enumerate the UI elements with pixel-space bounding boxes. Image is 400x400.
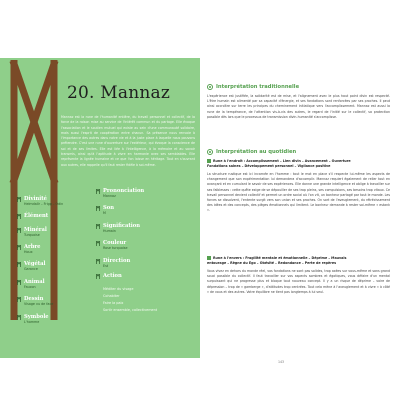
title-number: 20. [67, 83, 95, 103]
paragraph-text: L'expérience est justifiée, la solidarité est de mise, et l'alignement avec le plus haut point divin est respecté. L'être humain est alimenté par sa capacité d'énergie, et ses fondations sont renforcées par ses proches. Il peut ainsi accroître sur terre les principes du cheminement initiatique vers l'accomplissement. Mannaz est aussi la rune de la tempérance, de l'attention vis-à-vis des autres, le regard de l'initié sur le collectif, sa protection possible dès lors que le processus de transmission divin-humanité s'accomplisse. [207, 94, 390, 119]
square-bullet-icon [207, 159, 211, 163]
attribute-couleur [96, 240, 192, 250]
traditional-paragraph [207, 94, 390, 122]
attribute-label: Dessin [24, 296, 44, 303]
attribute-label: Végétal [24, 261, 46, 268]
right-page [207, 0, 400, 400]
rune-bullet-icon [96, 224, 100, 228]
rune-bullet-icon [17, 280, 21, 284]
rune-upright-tail: Fondations saines – Développement personnel – Vigilance positive [207, 164, 331, 168]
attributes-column-1 [17, 196, 69, 331]
rune-bullet-icon [96, 259, 100, 263]
attribute-label: Couleur [103, 240, 127, 247]
attribute-value: Turquoise [24, 232, 40, 237]
page-number: 143 [278, 360, 285, 364]
rune-reversed-heading [207, 256, 390, 266]
attribute-label: Animal [24, 278, 45, 285]
intro-text: Mannaz est la rune de l'humanité entière, du travail personnel et collectif, de la force de la raison mise au service de l'intérêt commun et du partage. Elle évoque l'association et le soutien mutuel qui existe au sein d'une communauté solidaire, mais aussi l'esprit de coopération entre chacun. Sa présence nous renvoie à l'importance des autres dans notre vie et à la juste place à laquelle nous pouvons prétendre. C'est une rune d'ouverture sur l'extérieur, qui évoque la conscience de soi et de ses limites. Elle est liée à l'intelligence, à la mémoire et au savoir transmis, ainsi qu'à l'aptitude à vivre en harmonie avec ses semblables. Elle représente la lignée humaine et ce que l'on laisse en héritage. Tout en s'ouvrant aux autres, elle rappelle qu'il faut rester fidèle à soi-même. [61, 115, 195, 167]
upright-paragraph [207, 172, 390, 215]
action-item: Faire la paix [103, 301, 124, 306]
attribute-son [96, 205, 192, 215]
rune-upright-heading [207, 159, 390, 169]
rune-bullet-icon [96, 189, 100, 193]
paragraph-text: Vous vivez en dehors du monde réel, vos fondations ne sont pas solides, trop axées sur vous-même et sans grand souci possible du collectif. Il faut travailler sur vos aspects sombres et égotiques, vous défaire d'un mental surpuissant qui ne progresse plus et bloque tout nouveau concept. Il y a un risque de déprime – voire de dépression – trop de « gamberge », d'attitudes trop centrées. Tout cela mène à l'aveuglement et à vivre « à côté » de vous et des autres. Votre équilibre ne tient pas longtemps à lui seul. [207, 269, 390, 294]
attribute-dessin [17, 296, 69, 306]
attribute-animal [17, 279, 69, 289]
attribute-direction [96, 258, 192, 268]
attribute-value: M [103, 211, 106, 216]
rune-bullet-icon [96, 241, 100, 245]
circle-bullet-icon [207, 149, 213, 155]
rune-title [67, 83, 170, 103]
attribute-symbole [17, 314, 69, 324]
attribute-value: Rose turquoise [103, 246, 128, 251]
attribute-value: Humain [103, 228, 116, 233]
rune-reversed-tail: entourage – Règne du Ego – Obésité – Redondance – Perte de repères [207, 261, 337, 265]
action-label: Action [103, 272, 122, 279]
attribute-mineral [17, 227, 69, 237]
attribute-label: Prononciation [103, 188, 145, 194]
attribute-value: Faucon [24, 284, 36, 289]
attribute-divinite [17, 196, 69, 206]
attribute-label: Divinité [24, 196, 47, 202]
section-title: Interprétation traditionnelle [216, 84, 300, 90]
action-item: Méditer du visage [103, 287, 134, 292]
attribute-value: Mannaz [103, 194, 116, 198]
title-name: Mannaz [100, 83, 170, 103]
rune-bullet-icon [96, 274, 100, 278]
attribute-value: Heimdallr – Frigg – Odin [24, 202, 64, 206]
section-heading-traditionnelle [207, 84, 299, 90]
rune-upright-head: Rune à l'endroit : Accomplissement – Lien divin – Avancement – Ouverture [213, 159, 351, 163]
rune-bullet-icon [17, 228, 21, 232]
attribute-action [96, 273, 192, 279]
attribute-signification [96, 223, 192, 233]
square-bullet-icon [207, 256, 211, 260]
rune-bullet-icon [17, 197, 21, 201]
rune-bullet-icon [17, 262, 21, 266]
attribute-label: Arbre [24, 243, 41, 250]
action-item: Cohabiter [103, 294, 120, 299]
attribute-vegetal [17, 261, 69, 271]
section-title: Interprétation au quotidien [216, 149, 297, 155]
attribute-value: Houx [24, 249, 33, 254]
attribute-arbre [17, 244, 69, 254]
attribute-label: Son [103, 205, 114, 212]
rune-bullet-icon [17, 297, 21, 301]
attribute-element [17, 213, 69, 219]
attribute-value: Garance [24, 267, 38, 272]
action-item: Sortir ensemble, collectivement [103, 308, 158, 313]
circle-bullet-icon [207, 84, 213, 90]
attribute-label: Signification [103, 222, 140, 229]
attribute-value: Est [103, 263, 109, 268]
attribute-prononciation [96, 188, 192, 198]
attribute-label: Minéral [24, 226, 47, 233]
intro-paragraph [61, 115, 195, 169]
attribute-label: Direction [103, 257, 131, 264]
attributes-column-2 [96, 188, 192, 314]
attribute-value: L'homme [24, 319, 40, 324]
rune-bullet-icon [17, 315, 21, 319]
rune-bullet-icon [17, 245, 21, 249]
section-heading-quotidien [207, 149, 296, 155]
attribute-label: Symbole [24, 313, 49, 320]
attribute-value: Visage vu de face [24, 302, 54, 307]
attribute-label: Élément [24, 213, 49, 220]
rune-bullet-icon [96, 206, 100, 210]
reversed-paragraph [207, 269, 390, 297]
rune-bullet-icon [17, 214, 21, 218]
rune-reversed-head: Rune à l'envers : Fragilité mentale et émotionnelle – Déprime – Mauvais [213, 256, 347, 260]
action-list [103, 286, 192, 314]
paragraph-text: La structure rustique est ici incarnée en l'homme : tout le mot en place s'il respecte lui-même les aspects de changement que son expérimentation lui demandera d'accomplir. Mannaz requiert également de relier tout en avançant et en cumulant le savoir de ses expériences. Elle donne une grande intelligence et oblige à travailler sur ses faiblesses : cette quête exige de se dépouiller de ses trop pleins, ses compulsions, ses besoins trop vitaux. Ce travail personnel devient collectif et permet un ordre social où l'on vit, un bonheur partagé par tout le monde. Les forces se dissolvent, l'entente surgit vers son union et ses proches. On sort de l'aveuglement, du rétrécissement des idées et des concepts, des pièges émotionnels qui limitent. Le bonheur demande à rester soi-même « estank ». [207, 172, 390, 213]
